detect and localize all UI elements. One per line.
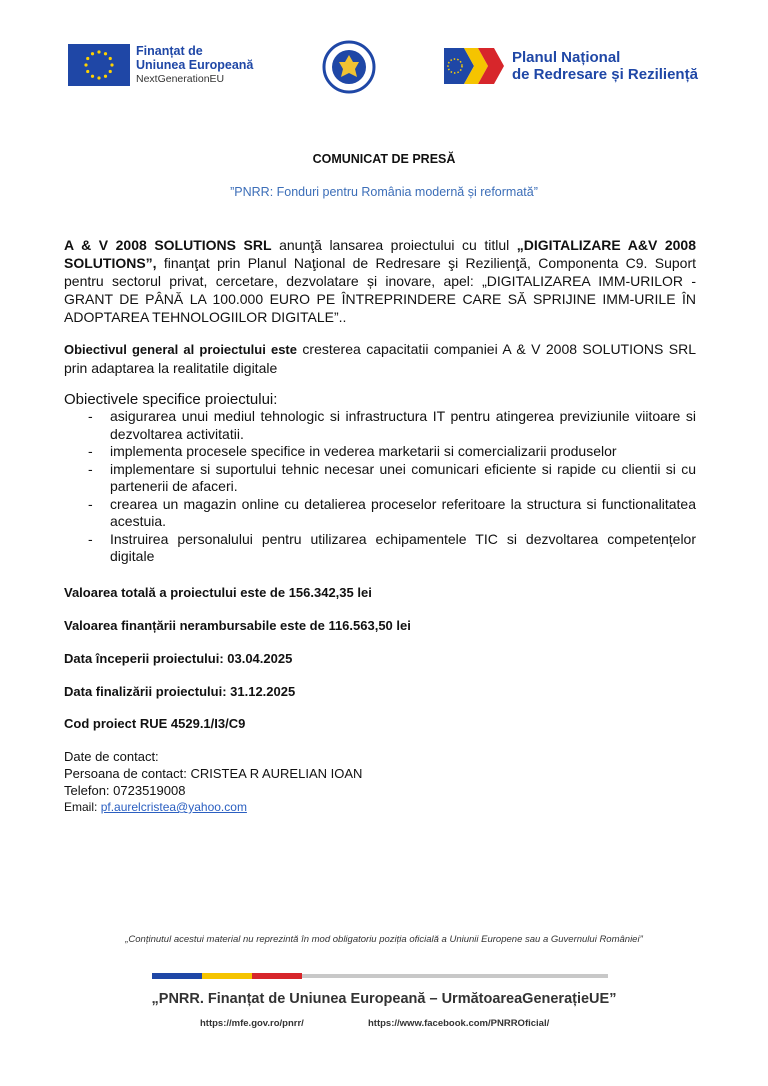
- general-objective-text: cresterea capacitatii companiei A & V 2008 SOLUTIONS SRL prin adaptarea la realitatile digitale: [64, 341, 696, 376]
- eu-line1: Finanțat de: [136, 44, 203, 58]
- eu-star-icon: [104, 52, 107, 55]
- pnrr-line1: Planul Național: [512, 49, 621, 66]
- specific-objectives-list: [86, 408, 696, 566]
- list-item: - crearea un magazin online cu detalierea proceselor referitoare la structura si functionalitatea acestuia.: [86, 496, 696, 531]
- document-title: COMUNICAT DE PRESĂ: [312, 152, 456, 166]
- pnrr-logo-text: [512, 49, 698, 83]
- eu-line2: Uniunea Europeană: [136, 58, 254, 72]
- contact-heading: Date de contact:: [64, 749, 159, 764]
- email-label: Email:: [64, 800, 101, 814]
- company-name: A & V 2008 SOLUTIONS SRL: [64, 237, 272, 253]
- eu-star-icon: [97, 50, 100, 53]
- intro-text-2: finanţat prin Planul Naţional de Redresare şi Rezilienţă, Componenta C9. Suport pentru sectorul privat, cercetare, dezvolatare și inovare, apel: „DIGITALIZAREA IMM-URILOR - GRANT DE PÂNĂ LA 100.000 EURO PE ÎNTREPRINDERE CARE SĂ SPRIJINE IMM-URILE ÎN ADOPTAREA TEHNOLOGIILOR DIGITALE”..: [64, 255, 696, 325]
- intro-text-1: anunţă lansarea proiectului cu titlul: [271, 237, 517, 253]
- contact-person: Persoana de contact: CRISTEA R AURELIAN IOAN: [64, 766, 363, 781]
- grant-value: Valoarea finanțării nerambursabile este de 116.563,50 lei: [64, 618, 411, 633]
- eu-star-icon: [97, 76, 100, 79]
- contact-email-line: [64, 799, 362, 816]
- contact-block: [64, 748, 362, 816]
- list-item: - implementare si suportului tehnic necesar unei comunicari eficiente si rapide cu clientii si cu partenerii de afaceri.: [86, 461, 696, 496]
- footer-link-mfe[interactable]: https://mfe.gov.ro/pnrr/: [200, 1018, 304, 1029]
- list-item: - asigurarea unui mediul tehnologic si infrastructura IT pentru atingerea previziunile viitoare si dezvoltarea activitatii.: [86, 408, 696, 443]
- end-date: Data finalizării proiectului: 31.12.2025: [64, 684, 296, 699]
- eu-funding-logo-text: [136, 44, 253, 86]
- footer-disclaimer: „Conținutul acestui material nu reprezintă în mod obligatoriu poziția oficială a Uniunii Europene sau a Guvernului României”: [125, 934, 643, 945]
- eu-star-icon: [91, 75, 94, 78]
- general-objective: [64, 340, 696, 377]
- pnrr-flag-icon: [444, 48, 506, 84]
- pnrr-line2: de Redresare și Reziliență: [512, 66, 698, 83]
- eu-star-icon: [86, 57, 89, 60]
- list-item: - Instruirea personalului pentru utilizarea echipamentele TIC si dezvoltarea competențelor digitale: [86, 531, 696, 566]
- eu-star-icon: [109, 70, 112, 73]
- general-objective-label: Obiectivul general al proiectului este: [64, 342, 297, 357]
- footer-link-facebook[interactable]: https://www.facebook.com/PNRROficial/: [368, 1018, 550, 1029]
- footer-flag-bar: [152, 966, 608, 972]
- eu-star-icon: [110, 63, 113, 66]
- email-link[interactable]: pf.aurelcristea@yahoo.com: [100, 800, 247, 814]
- footer-title: „PNRR. Finanțat de Uniunea Europeană – UrmătoareaGenerațieUE”: [151, 991, 617, 1007]
- eu-star-icon: [84, 63, 87, 66]
- eu-flag-icon: [68, 44, 130, 86]
- contact-phone: Telefon: 0723519008: [64, 783, 186, 798]
- eu-line3: NextGenerationEU: [136, 73, 225, 85]
- document-subtitle: ”PNRR: Fonduri pentru România modernă și reformată”: [230, 185, 538, 199]
- project-title: „DIGITALIZARE A&V 2008 SOLUTIONS”,: [64, 237, 697, 271]
- intro-paragraph: [64, 236, 696, 326]
- eu-star-icon: [91, 52, 94, 55]
- eu-star-icon: [104, 75, 107, 78]
- total-value: Valoarea totală a proiectului este de 156.342,35 lei: [64, 585, 372, 600]
- eu-star-icon: [86, 70, 89, 73]
- list-item: - implementa procesele specifice in vederea marketarii si comercializarii produselor: [86, 443, 696, 461]
- eu-star-icon: [109, 57, 112, 60]
- government-seal-icon: [322, 40, 376, 94]
- specific-objectives-title: Obiectivele specifice proiectului:: [64, 391, 278, 408]
- start-date: Data începerii proiectului: 03.04.2025: [64, 651, 293, 666]
- project-code: Cod proiect RUE 4529.1/I3/C9: [64, 716, 246, 731]
